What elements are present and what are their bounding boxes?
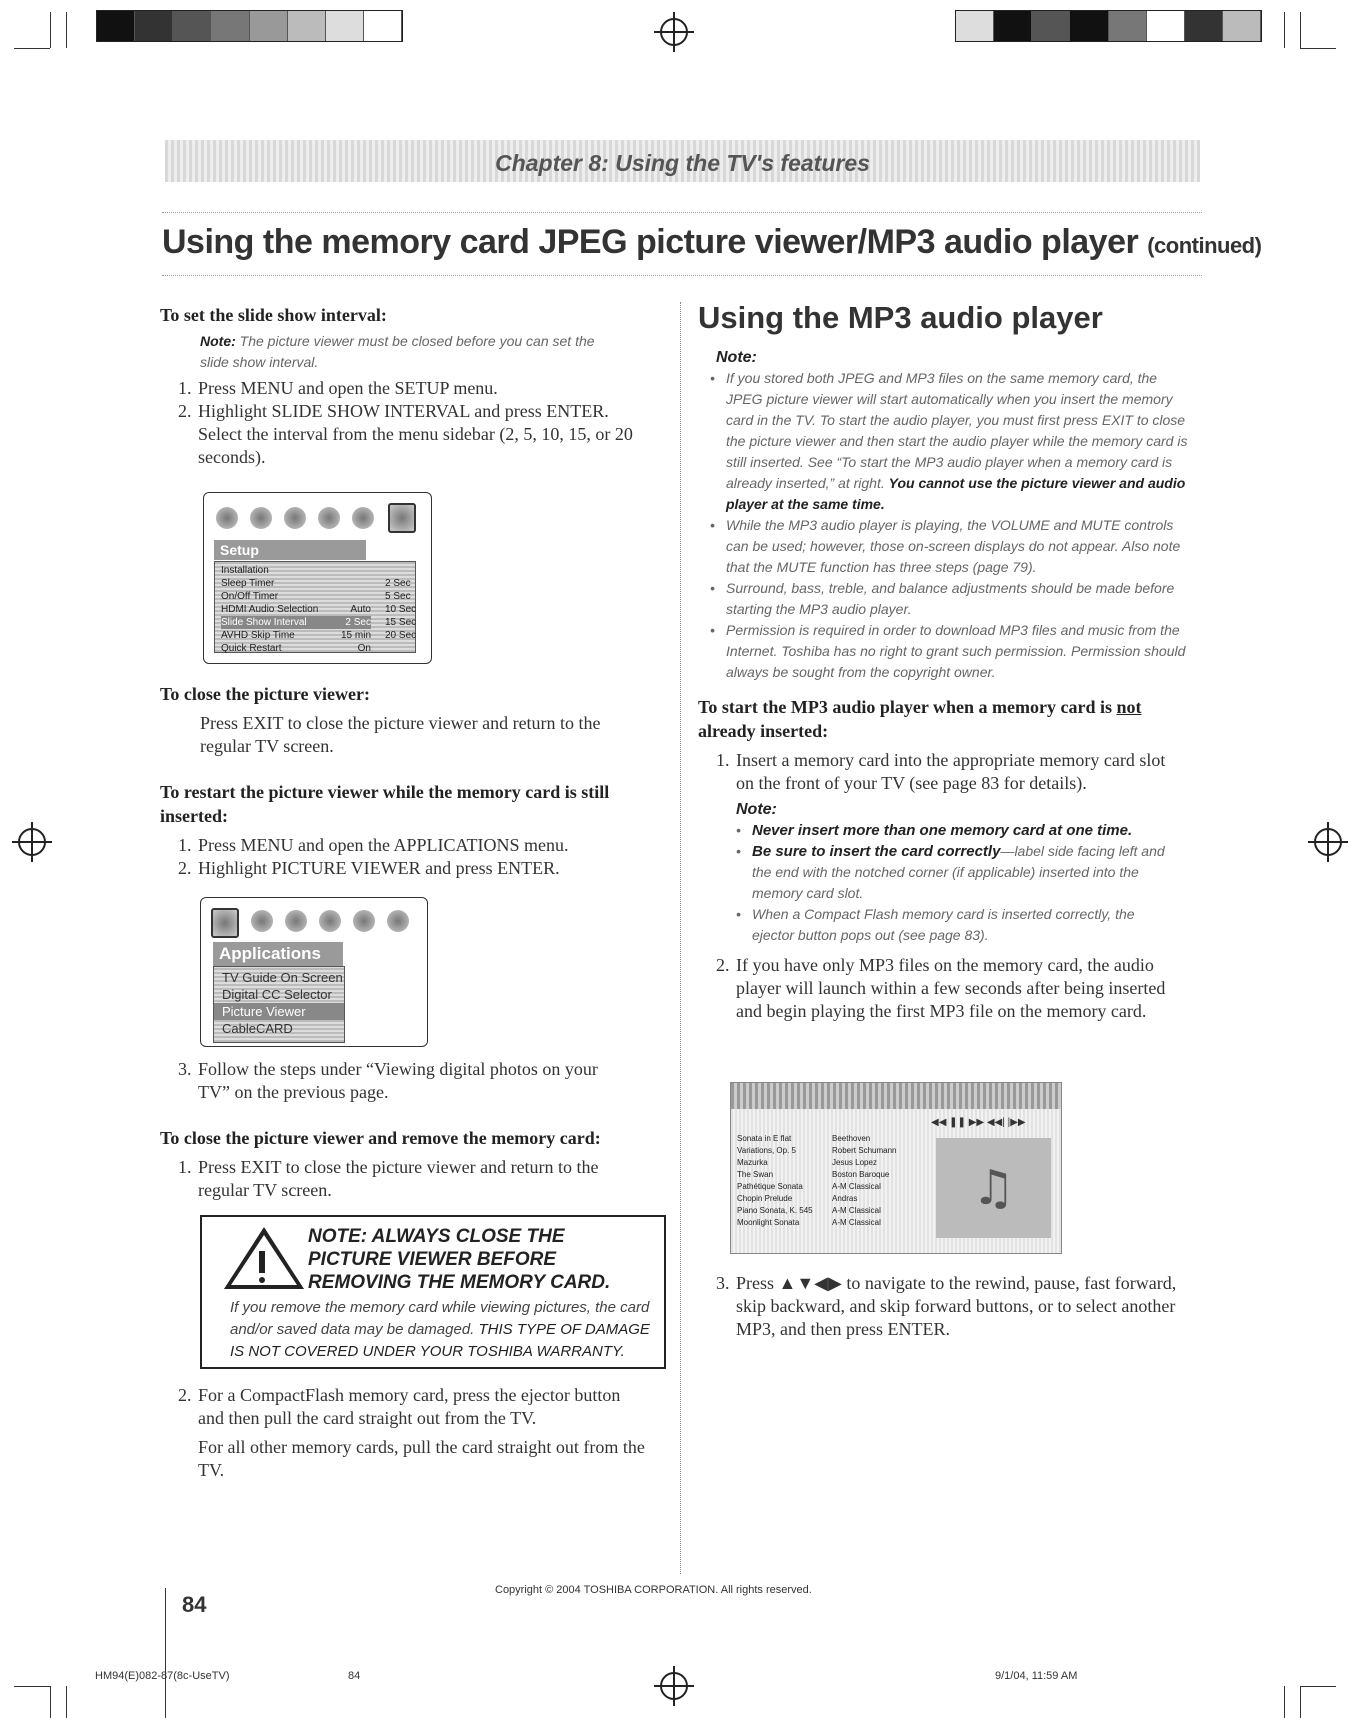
- applications-icon: [211, 908, 239, 938]
- playlist-row[interactable]: Chopin Prelude Andras: [737, 1194, 858, 1203]
- applications-menu-screenshot: [200, 897, 428, 1047]
- setup-sidebar-option[interactable]: 10 Sec: [385, 604, 417, 615]
- page-title: Using the memory card JPEG picture viewer/MP3 audio player (continued): [162, 223, 1262, 261]
- applications-menu-item[interactable]: Picture Viewer: [214, 1003, 344, 1020]
- right-column: [698, 347, 1198, 1023]
- playlist-row[interactable]: Piano Sonata, K. 545 A-M Classical: [737, 1206, 881, 1215]
- sub-note-2: • Be sure to insert the card correctly—label side facing left and the end with the notched corner (if applicable) inserted into the memory card slot.: [734, 841, 1174, 904]
- left-column-2: [160, 682, 655, 880]
- restart-step-2: 2. Highlight PICTURE VIEWER and press ENTER.: [178, 858, 560, 878]
- setup-sidebar-option[interactable]: 5 Sec: [385, 591, 411, 602]
- mp3-heading: Using the MP3 audio player: [698, 300, 1103, 335]
- applications-menu-item[interactable]: TV Guide On Screen: [222, 970, 343, 985]
- sub-note-1: • Never insert more than one memory card at one time.: [734, 820, 1174, 841]
- column-divider: [680, 302, 681, 1574]
- color-bar-left: [96, 10, 403, 42]
- playlist-row[interactable]: Moonlight Sonata A-M Classical: [737, 1218, 881, 1227]
- playlist-row[interactable]: Pathétique Sonata A-M Classical: [737, 1182, 881, 1191]
- setup-menu-item[interactable]: Slide Show Interval 2 Sec: [221, 617, 371, 628]
- remove-heading: To close the picture viewer and remove the memory card:: [160, 1128, 601, 1148]
- start-step-3: 3. Press ▲▼◀▶ to navigate to the rewind, pause, fast forward, skip backward, and skip forward buttons, or to select another MP3, and then press ENTER.: [716, 1273, 1177, 1339]
- slideshow-heading: To set the slide show interval:: [160, 305, 387, 325]
- mp3-note-2: • While the MP3 audio player is playing, the VOLUME and MUTE controls can be used; however, those on-screen displays do not appear. Also note that the MUTE function has three steps (page 79).: [708, 515, 1188, 578]
- sub-note-3: • When a Compact Flash memory card is inserted correctly, the ejector button pops out (see page 83).: [734, 904, 1174, 946]
- warning-box: [200, 1215, 666, 1369]
- close-heading: To close the picture viewer:: [160, 684, 370, 704]
- warning-head: NOTE: ALWAYS CLOSE THE PICTURE VIEWER BEFORE REMOVING THE MEMORY CARD.: [308, 1226, 611, 1293]
- applications-menu-item[interactable]: CableCARD: [222, 1021, 293, 1036]
- remove-step-2b: For all other memory cards, pull the card straight out from the TV.: [198, 1437, 645, 1480]
- start-step-2: 2. If you have only MP3 files on the memory card, the audio player will launch within a few seconds after being inserted and begin playing the first MP3 file on the memory card.: [716, 955, 1166, 1021]
- registration-mark-bottom: [660, 1672, 688, 1700]
- setup-menu-head: Setup: [214, 540, 366, 560]
- setup-menu-item[interactable]: HDMI Audio Selection Auto: [221, 604, 371, 615]
- setup-menu-screenshot: [203, 492, 432, 664]
- start-step-1: 1. Insert a memory card into the appropriate memory card slot on the front of your TV (see page 83 for details).: [716, 750, 1166, 793]
- registration-mark-right: [1314, 828, 1342, 856]
- mp3-note-1: • If you stored both JPEG and MP3 files on the same memory card, the JPEG picture viewer will start automatically when you insert the memory card in the TV. To start the audio player, you must first press EXIT to close the picture viewer and then start the audio player while the memory card is still inserted. See “To start the MP3 audio player when a memory card is already inserted,” at right. You cannot use the picture viewer and audio player at the same time.: [708, 368, 1188, 515]
- mp3-player-screenshot: [730, 1082, 1062, 1254]
- left-column-4: [160, 1384, 655, 1482]
- setup-menu-list: [214, 561, 416, 653]
- setup-menu-item[interactable]: Sleep Timer: [221, 578, 275, 589]
- sub-note-label: Note:: [736, 801, 777, 818]
- close-text: Press EXIT to close the picture viewer and return to the regular TV screen.: [200, 713, 601, 756]
- setup-menu-item[interactable]: Installation: [221, 565, 269, 576]
- mp3-note-3: • Surround, bass, treble, and balance adjustments should be made before starting the MP3 audio player.: [708, 578, 1188, 620]
- left-column: [160, 303, 655, 469]
- mp3-note-label: Note:: [716, 349, 757, 366]
- setup-menu-item[interactable]: Quick Restart On: [221, 643, 371, 654]
- restart-step-1: 1. Press MENU and open the APPLICATIONS menu.: [178, 835, 569, 855]
- right-column-2: [698, 1272, 1198, 1341]
- timestamp: 9/1/04, 11:59 AM: [995, 1670, 1078, 1682]
- mp3-controls[interactable]: ◀◀ ❚❚ ▶▶ ◀◀| |▶▶: [931, 1117, 1026, 1128]
- setup-icon: [388, 503, 416, 533]
- setup-menu-item[interactable]: AVHD Skip Time 15 min: [221, 630, 371, 641]
- setup-sidebar-option[interactable]: 20 Sec: [385, 630, 417, 641]
- slideshow-note: Note: The picture viewer must be closed before you can set the slide show interval.: [200, 333, 595, 370]
- restart-heading: To restart the picture viewer while the memory card is still inserted:: [160, 782, 610, 826]
- warning-body: If you remove the memory card while viewing pictures, the card and/or saved data may be damaged. THIS TYPE OF DAMAGE IS NOT COVERED UNDER YOUR TOSHIBA WARRANTY.: [230, 1299, 650, 1360]
- copyright: Copyright © 2004 TOSHIBA CORPORATION. All rights reserved.: [495, 1584, 812, 1596]
- setup-sidebar-option[interactable]: 2 Sec: [385, 578, 411, 589]
- mp3-note-4: • Permission is required in order to download MP3 files and music from the Internet. Toshiba has no right to grant such permission. Permission should always be sought from the copyright owner.: [708, 620, 1188, 683]
- file-name: HM94(E)082-87(8c-UseTV): [95, 1670, 230, 1682]
- left-column-3: [160, 1058, 655, 1202]
- playlist-row[interactable]: Sonata in E flat Beethoven: [737, 1134, 871, 1143]
- setup-sidebar-option[interactable]: 15 Sec: [385, 617, 417, 628]
- chapter-title: Chapter 8: Using the TV's features: [495, 150, 870, 176]
- restart-step-3: 3. Follow the steps under “Viewing digital photos on your TV” on the previous page.: [178, 1059, 598, 1102]
- music-note-icon: ♫: [936, 1138, 1051, 1238]
- file-page: 84: [348, 1670, 361, 1682]
- start-heading: To start the MP3 audio player when a memory card is not already inserted:: [698, 697, 1142, 741]
- registration-mark-left: [18, 828, 46, 856]
- applications-menu-item[interactable]: Digital CC Selector: [222, 987, 332, 1002]
- applications-menu-head: Applications: [213, 942, 343, 966]
- remove-step-1: 1. Press EXIT to close the picture viewer and return to the regular TV screen.: [178, 1157, 599, 1200]
- applications-menu-list: [213, 966, 345, 1043]
- playlist-row[interactable]: Variations, Op. 5 Robert Schumann: [737, 1146, 897, 1155]
- color-bar-right: [955, 10, 1262, 42]
- playlist-row[interactable]: The Swan Boston Baroque: [737, 1170, 890, 1179]
- mp3-notes: [708, 368, 1188, 683]
- remove-step-2: 2. For a CompactFlash memory card, press the ejector button and then pull the card straight out from the TV.: [178, 1385, 621, 1428]
- setup-menu-item[interactable]: On/Off Timer: [221, 591, 279, 602]
- page-number: 84: [182, 1592, 207, 1617]
- sub-notes: [734, 820, 1174, 946]
- slideshow-step-1: 1. Press MENU and open the SETUP menu.: [178, 378, 498, 398]
- slideshow-step-2: 2. Highlight SLIDE SHOW INTERVAL and press ENTER. Select the interval from the menu sidebar (2, 5, 10, 15, or 20 seconds).: [178, 401, 633, 467]
- registration-mark-top: [660, 18, 688, 46]
- playlist-row[interactable]: Mazurka Jesus Lopez: [737, 1158, 877, 1167]
